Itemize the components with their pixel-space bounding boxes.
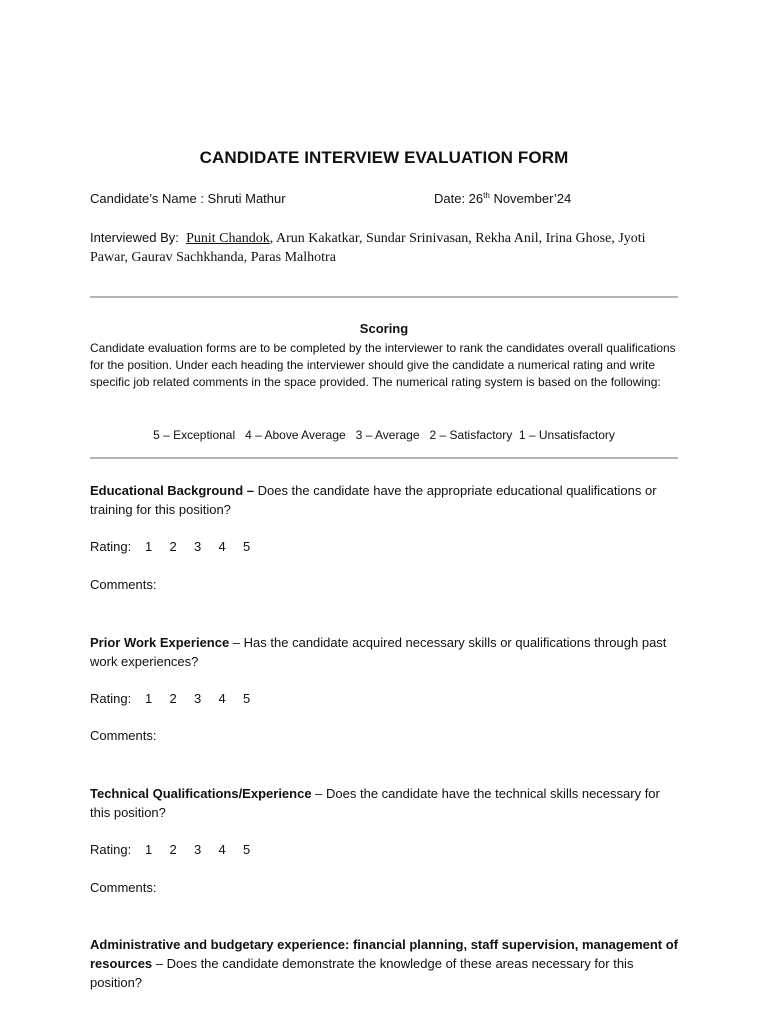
interviewed-label: Interviewed By: xyxy=(90,230,187,245)
form-title: CANDIDATE INTERVIEW EVALUATION FORM xyxy=(199,148,569,167)
section-heading: Educational Background – xyxy=(90,483,254,498)
interviewed-by xyxy=(90,229,678,267)
rating-option-2[interactable]: 2 xyxy=(169,539,177,554)
section-prior-work-experience xyxy=(90,633,678,671)
interview-date xyxy=(434,191,571,206)
rating-option-2[interactable]: 2 xyxy=(169,842,177,857)
rating-label: Rating: xyxy=(90,842,132,857)
section-question xyxy=(90,481,678,519)
rating-row-technical xyxy=(90,842,268,857)
section-question xyxy=(90,784,678,822)
section-educational-background xyxy=(90,481,678,519)
rating-option-2[interactable]: 2 xyxy=(169,691,177,706)
candidate-name: Candidate’s Name : Shruti Mathur xyxy=(90,191,286,206)
rating-option-4[interactable]: 4 xyxy=(218,539,226,554)
section-technical-qualifications xyxy=(90,784,678,822)
section-question-text: Does the candidate have the appropriate educational qualifications or training for this position? xyxy=(90,483,657,517)
section-question xyxy=(90,935,678,992)
section-question-text: – Has the candidate acquired necessary skills or qualifications through past work experiences? xyxy=(90,635,667,669)
section-question-text: – Does the candidate demonstrate the knowledge of these areas necessary for this position? xyxy=(90,956,634,990)
rating-option-5[interactable]: 5 xyxy=(243,539,251,554)
divider-bottom xyxy=(90,457,678,459)
section-heading: Administrative and budgetary experience: financial planning, staff supervision, management of resources xyxy=(90,937,679,971)
scoring-heading: Scoring xyxy=(359,321,409,336)
section-heading: Technical Qualifications/Experience xyxy=(90,786,312,801)
date-prefix: Date: 26 xyxy=(434,191,484,206)
rating-option-5[interactable]: 5 xyxy=(243,691,251,706)
rating-option-3[interactable]: 3 xyxy=(194,691,202,706)
rating-option-1[interactable]: 1 xyxy=(145,691,153,706)
interviewers-list: , Arun Kakatkar, Sundar Srinivasan, Rekha Anil, Irina Ghose, Jyoti Pawar, Gaurav Sachkhanda, Paras Malhotra xyxy=(90,231,646,265)
rating-row-education xyxy=(90,539,268,554)
rating-option-3[interactable]: 3 xyxy=(194,539,202,554)
comments-education[interactable]: Comments: xyxy=(90,577,157,592)
rating-option-4[interactable]: 4 xyxy=(218,842,226,857)
divider-top xyxy=(90,296,678,298)
date-suffix: November’24 xyxy=(489,191,572,206)
section-question xyxy=(90,633,678,671)
rating-row-work-experience xyxy=(90,691,268,706)
date-ordinal: th xyxy=(483,191,490,200)
section-administrative-budgetary xyxy=(90,935,678,992)
rating-option-1[interactable]: 1 xyxy=(145,842,153,857)
rating-label: Rating: xyxy=(90,691,132,706)
rating-option-1[interactable]: 1 xyxy=(145,539,153,554)
section-heading: Prior Work Experience xyxy=(90,635,230,650)
rating-option-5[interactable]: 5 xyxy=(243,842,251,857)
scoring-instructions: Candidate evaluation forms are to be completed by the interviewer to rank the candidates overall qualifications for the position. Under each heading the interviewer should give the candidate a numerical rating and write specific job related comments in the space provided. The numerical rating system is based on the following: xyxy=(90,341,676,389)
rating-label: Rating: xyxy=(90,539,132,554)
comments-technical[interactable]: Comments: xyxy=(90,880,157,895)
rating-option-3[interactable]: 3 xyxy=(194,842,202,857)
section-question-text: – Does the candidate have the technical skills necessary for this position? xyxy=(90,786,660,820)
rating-option-4[interactable]: 4 xyxy=(218,691,226,706)
interviewer-first: Punit Chandok xyxy=(186,231,270,246)
rating-scale: 5 – Exceptional 4 – Above Average 3 – Average 2 – Satisfactory 1 – Unsatisfactory xyxy=(153,428,615,442)
comments-work-experience[interactable]: Comments: xyxy=(90,728,157,743)
